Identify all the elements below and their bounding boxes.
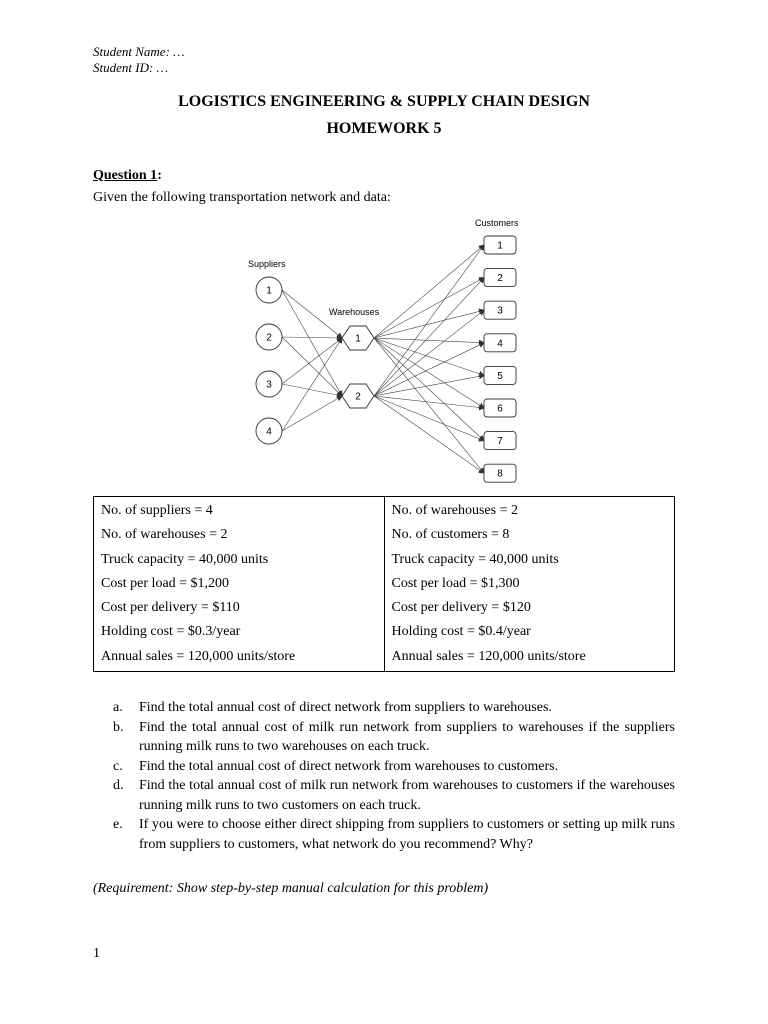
task-text: Find the total annual cost of direct network from suppliers to warehouses. [139, 700, 552, 715]
warehouse-node-label: 1 [355, 333, 361, 345]
warehouse-customer-edge [374, 338, 484, 375]
question-label: Question 1 [93, 168, 158, 183]
warehouses-label: Warehouses [329, 307, 380, 317]
supplier-warehouse-edge [282, 337, 342, 338]
task-item [113, 718, 675, 757]
table-cell-customers-side: Cost per delivery = $120 [384, 596, 675, 620]
table-cell-customers-side: No. of customers = 8 [384, 523, 675, 547]
task-text: Find the total annual cost of direct network from warehouses to customers. [139, 758, 559, 774]
transportation-network-diagram [230, 212, 550, 490]
task-item [113, 698, 675, 718]
table-cell-suppliers-side: Truck capacity = 40,000 units [94, 548, 385, 572]
supplier-warehouse-edge [282, 290, 342, 396]
warehouse-customer-edge [374, 396, 484, 441]
table-cell-customers-side: No. of warehouses = 2 [384, 497, 675, 524]
customer-node-label: 3 [497, 305, 503, 317]
table-row [94, 596, 675, 620]
table-cell-customers-side: Truck capacity = 40,000 units [384, 548, 675, 572]
network-data-table [93, 496, 675, 672]
homework-title: HOMEWORK 5 [326, 120, 442, 137]
customer-node-label: 7 [497, 436, 503, 448]
customer-node-label: 5 [497, 370, 503, 382]
supplier-node-label: 1 [266, 285, 272, 297]
supplier-node-label: 3 [266, 379, 272, 391]
network-nodes [256, 236, 516, 482]
table-row [94, 548, 675, 572]
question-heading [93, 168, 162, 184]
warehouse-node-label: 2 [355, 391, 361, 403]
supplier-warehouse-edge [282, 337, 342, 396]
course-title: LOGISTICS ENGINEERING & SUPPLY CHAIN DESIGN [178, 93, 590, 110]
table-cell-suppliers-side: No. of suppliers = 4 [94, 497, 385, 524]
table-cell-suppliers-side: No. of warehouses = 2 [94, 523, 385, 547]
suppliers-label: Suppliers [248, 259, 286, 269]
table-row [94, 645, 675, 672]
table-row [94, 620, 675, 644]
question-colon: : [157, 168, 162, 183]
warehouse-customer-edge [374, 338, 484, 473]
supplier-warehouse-edge [282, 396, 342, 431]
task-text: If you were to choose either direct shipping from suppliers to customers or setting up milk runs from suppliers to customers, what network do you recommend? Why? [139, 817, 675, 852]
warehouse-customer-edge [374, 278, 484, 338]
table-cell-suppliers-side: Annual sales = 120,000 units/store [94, 645, 385, 672]
customer-node-label: 4 [497, 338, 503, 350]
supplier-node-label: 4 [266, 426, 272, 438]
customers-label: Customers [475, 218, 519, 228]
supplier-warehouse-edge [282, 384, 342, 396]
supplier-node-label: 2 [266, 332, 272, 344]
student-id: Student ID: … [93, 60, 169, 75]
table-cell-customers-side: Cost per load = $1,300 [384, 572, 675, 596]
table-cell-suppliers-side: Holding cost = $0.3/year [94, 620, 385, 644]
task-letter: c. [113, 758, 123, 774]
warehouse-customer-edge [374, 396, 484, 473]
table-cell-suppliers-side: Cost per delivery = $110 [94, 596, 385, 620]
task-item [113, 815, 675, 854]
customer-node-label: 1 [497, 240, 503, 252]
task-item [113, 757, 675, 777]
task-text: Find the total annual cost of milk run network from suppliers to warehouses if the suppliers running milk runs to two warehouses on each truck. [139, 719, 675, 754]
student-name: Student Name: … [93, 44, 185, 59]
customer-node-label: 8 [497, 468, 503, 480]
warehouse-customer-edge [374, 343, 484, 396]
supplier-warehouse-edge [282, 338, 342, 384]
table-row [94, 572, 675, 596]
supplier-warehouse-edge [282, 338, 342, 431]
warehouse-customer-edge [374, 338, 484, 343]
task-item [113, 776, 675, 815]
table-cell-customers-side: Holding cost = $0.4/year [384, 620, 675, 644]
customer-node-label: 2 [497, 273, 503, 285]
task-list [113, 698, 675, 854]
table-row [94, 523, 675, 547]
task-letter: a. [113, 700, 123, 715]
table-cell-suppliers-side: Cost per load = $1,200 [94, 572, 385, 596]
table-row [94, 497, 675, 524]
task-text: Find the total annual cost of milk run network from warehouses to customers if the warehouses running milk runs to two customers on each truck. [139, 778, 675, 813]
customer-node-label: 6 [497, 403, 503, 415]
question-intro: Given the following transportation network and data: [93, 190, 391, 205]
table-cell-customers-side: Annual sales = 120,000 units/store [384, 645, 675, 672]
task-letter: d. [113, 778, 124, 793]
task-letter: b. [113, 719, 124, 735]
page-number: 1 [93, 946, 100, 961]
network-edges [282, 245, 484, 473]
task-letter: e. [113, 817, 123, 832]
requirement-note: (Requirement: Show step-by-step manual calculation for this problem) [93, 881, 489, 896]
